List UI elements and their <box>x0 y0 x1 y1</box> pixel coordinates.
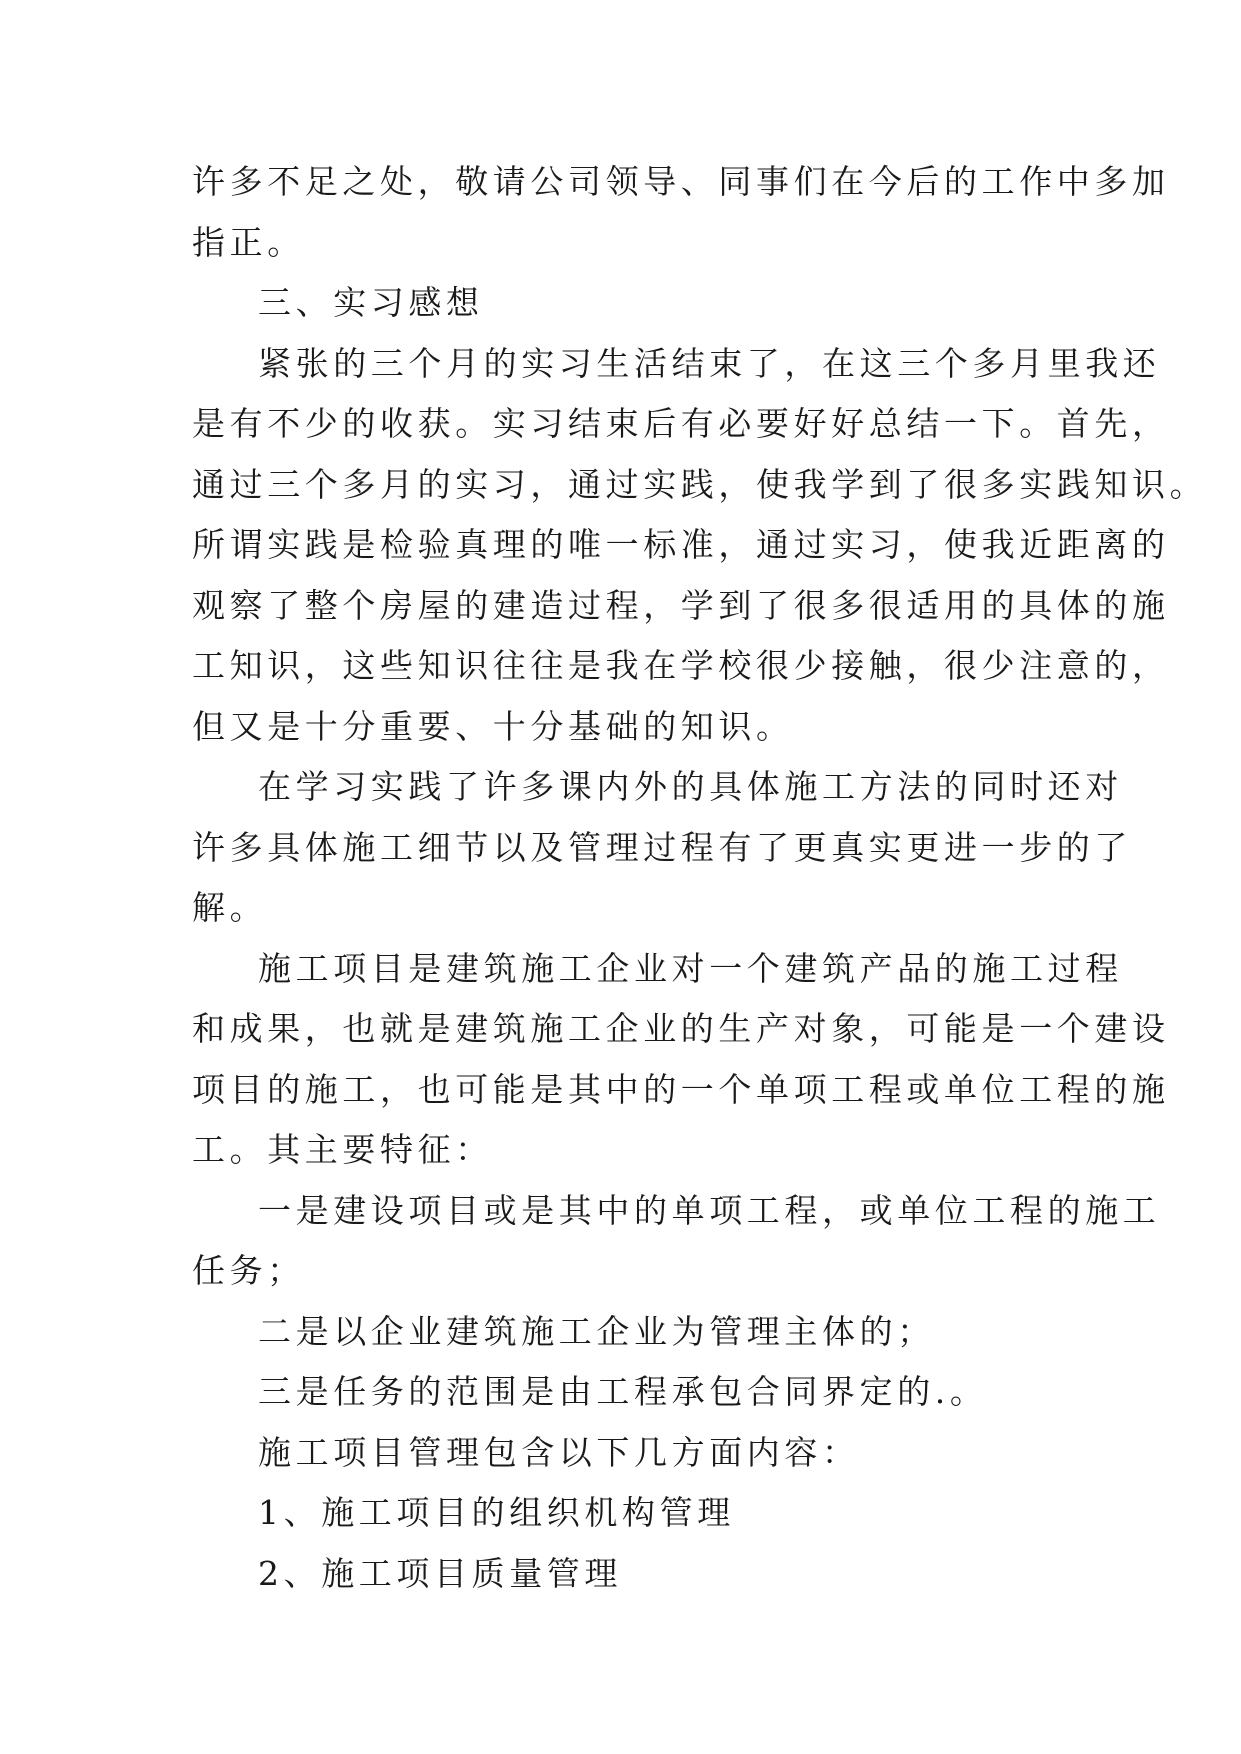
text-line: 所谓实践是检验真理的唯一标准，通过实习，使我近距离的 <box>192 525 1170 564</box>
text-line: 项目的施工，也可能是其中的一个单项工程或单位工程的施 <box>192 1069 1170 1109</box>
numbered-item: 1、施工项目的组织机构管理 <box>258 1493 735 1532</box>
text-line: 施工项目管理包含以下几方面内容： <box>258 1432 860 1472</box>
list-item-continuation: 任务； <box>192 1251 305 1290</box>
list-item: 三是任务的范围是由工程承包合同界定的.。 <box>258 1372 988 1411</box>
text-line: 指正。 <box>192 222 305 262</box>
text-line: 是有不少的收获。实习结束后有必要好好总结一下。首先， <box>192 404 1170 443</box>
numbered-item: 2、施工项目质量管理 <box>258 1553 622 1593</box>
text-line: 工知识，这些知识往往是我在学校很少接触，很少注意的， <box>192 646 1170 685</box>
text-line: 解。 <box>192 888 268 927</box>
text-line: 但又是十分重要、十分基础的知识。 <box>192 706 794 746</box>
text-line: 和成果，也就是建筑施工企业的生产对象，可能是一个建设 <box>192 1009 1170 1048</box>
text-line: 许多不足之处，敬请公司领导、同事们在今后的工作中多加 <box>192 162 1170 201</box>
text-line: 观察了整个房屋的建造过程，学到了很多很适用的具体的施 <box>192 585 1170 625</box>
text-line: 在学习实践了许多课内外的具体施工方法的同时还对 <box>258 767 1123 806</box>
text-line: 工。其主要特征： <box>192 1130 493 1169</box>
text-line: 许多具体施工细节以及管理过程有了更真实更进一步的了 <box>192 827 1132 867</box>
section-heading: 三、实习感想 <box>258 283 484 322</box>
list-item: 二是以企业建筑施工企业为管理主体的； <box>258 1311 935 1351</box>
text-line: 施工项目是建筑施工企业对一个建筑产品的施工过程 <box>258 948 1123 988</box>
text-line: 紧张的三个月的实习生活结束了，在这三个多月里我还 <box>258 343 1161 383</box>
text-line: 通过三个多月的实习，通过实践，使我学到了很多实践知识。 <box>192 464 1208 504</box>
list-item: 一是建设项目或是其中的单项工程，或单位工程的施工 <box>258 1190 1161 1230</box>
document-page <box>192 152 1208 1604</box>
